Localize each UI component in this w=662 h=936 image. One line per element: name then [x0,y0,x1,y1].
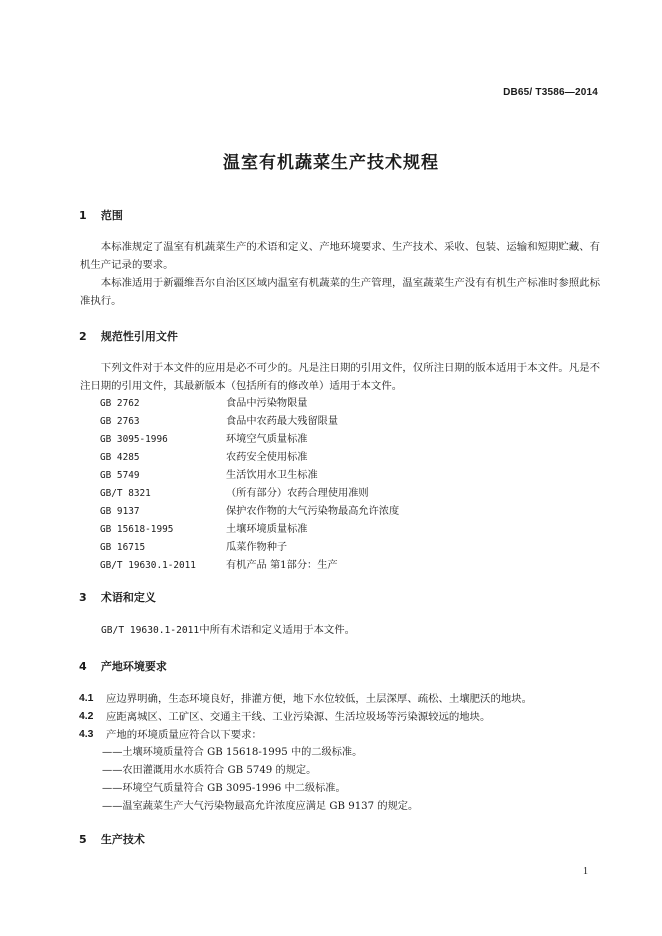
reference-title: 生活饮用水卫生标准 [226,470,318,481]
section-3-standard-code: GB/T 19630.1-2011 [101,625,200,636]
document-title: 温室有机蔬菜生产技术规程 [223,153,439,173]
reference-title: 食品中农药最大残留限量 [226,416,339,427]
standard-number: DB65/ T3586—2014 [503,87,598,98]
reference-title: （所有部分）农药合理使用准则 [226,488,369,499]
section-1-paragraph-2: 本标准适用于新疆维吾尔自治区区域内温室有机蔬菜的生产管理，温室蔬菜生产没有有机生产标准时参照此标准执行。 [80,277,600,307]
reference-code: GB/T 19630.1-2011 [100,560,196,571]
section-1-number: 1 [79,209,87,222]
clause-4-2-text: 应距离城区、工矿区、交通主干线、工业污染源、生活垃圾场等污染源较远的地块。 [106,711,491,723]
reference-title: 有机产品 第1部分：生产 [226,560,338,571]
clause-4-2-number: 4.2 [79,711,94,722]
reference-code: GB 15618-1995 [100,524,174,535]
page-number: 1 [583,866,588,877]
requirement-list-item: ——温室蔬菜生产大气污染物最高允许浓度应满足 GB 9137 的规定。 [102,801,419,812]
section-5-number: 5 [79,833,87,846]
reference-code: GB 2763 [100,416,140,427]
reference-title: 保护农作物的大气污染物最高允许浓度 [226,506,400,517]
section-5-heading [79,831,145,847]
reference-title: 农药安全使用标准 [226,452,308,463]
section-1-paragraph-1: 本标准规定了温室有机蔬菜生产的术语和定义、产地环境要求、生产技术、采收、包装、运输和短期贮藏、有机生产记录的要求。 [80,241,600,271]
section-3-text [101,621,355,640]
section-5-title: 生产技术 [100,833,145,846]
section-3-title: 术语和定义 [100,591,156,604]
reference-code: GB 5749 [100,470,140,481]
section-2-number: 2 [79,330,87,343]
section-4-title: 产地环境要求 [100,660,167,673]
section-1-heading [79,207,123,223]
reference-code: GB 9137 [100,506,140,517]
clause-4-1-text: 应边界明确，生态环境良好，排灌方便，地下水位较低，土层深厚、疏松、土壤肥沃的地块。 [106,693,533,705]
clause-4-3-number: 4.3 [79,729,94,740]
reference-code: GB 4285 [100,452,140,463]
section-3-heading [79,589,156,605]
section-4-heading [79,658,167,674]
section-3-text-rest: 中所有术语和定义适用于本文件。 [199,624,356,636]
section-3-number: 3 [79,591,87,604]
clause-4-1-number: 4.1 [79,693,94,704]
requirement-list-item: ——环境空气质量符合 GB 3095-1996 中二级标准。 [102,783,346,794]
reference-code: GB 16715 [100,542,146,553]
reference-code: GB 3095-1996 [100,434,168,445]
reference-title: 食品中污染物限量 [226,398,308,409]
section-1-title: 范围 [100,209,123,222]
reference-title: 环境空气质量标准 [226,434,308,445]
section-2-title: 规范性引用文件 [100,330,178,343]
reference-code: GB/T 8321 [100,488,151,499]
section-2-intro: 下列文件对于本文件的应用是必不可少的。凡是注日期的引用文件，仅所注日期的版本适用于本文件。凡是不注日期的引用文件，其最新版本（包括所有的修改单）适用于本文件。 [80,362,600,392]
reference-code: GB 2762 [100,398,140,409]
clause-4-3-text: 产地的环境质量应符合以下要求： [106,729,262,741]
reference-title: 瓜菜作物种子 [226,542,288,553]
section-2-heading [79,328,178,344]
section-4-number: 4 [79,660,87,673]
reference-title: 土壤环境质量标准 [226,524,308,535]
requirement-list-item: ——农田灌溉用水水质符合 GB 5749 的规定。 [102,765,317,776]
requirement-list-item: ——土壤环境质量符合 GB 15618-1995 中的二级标准。 [102,747,363,758]
